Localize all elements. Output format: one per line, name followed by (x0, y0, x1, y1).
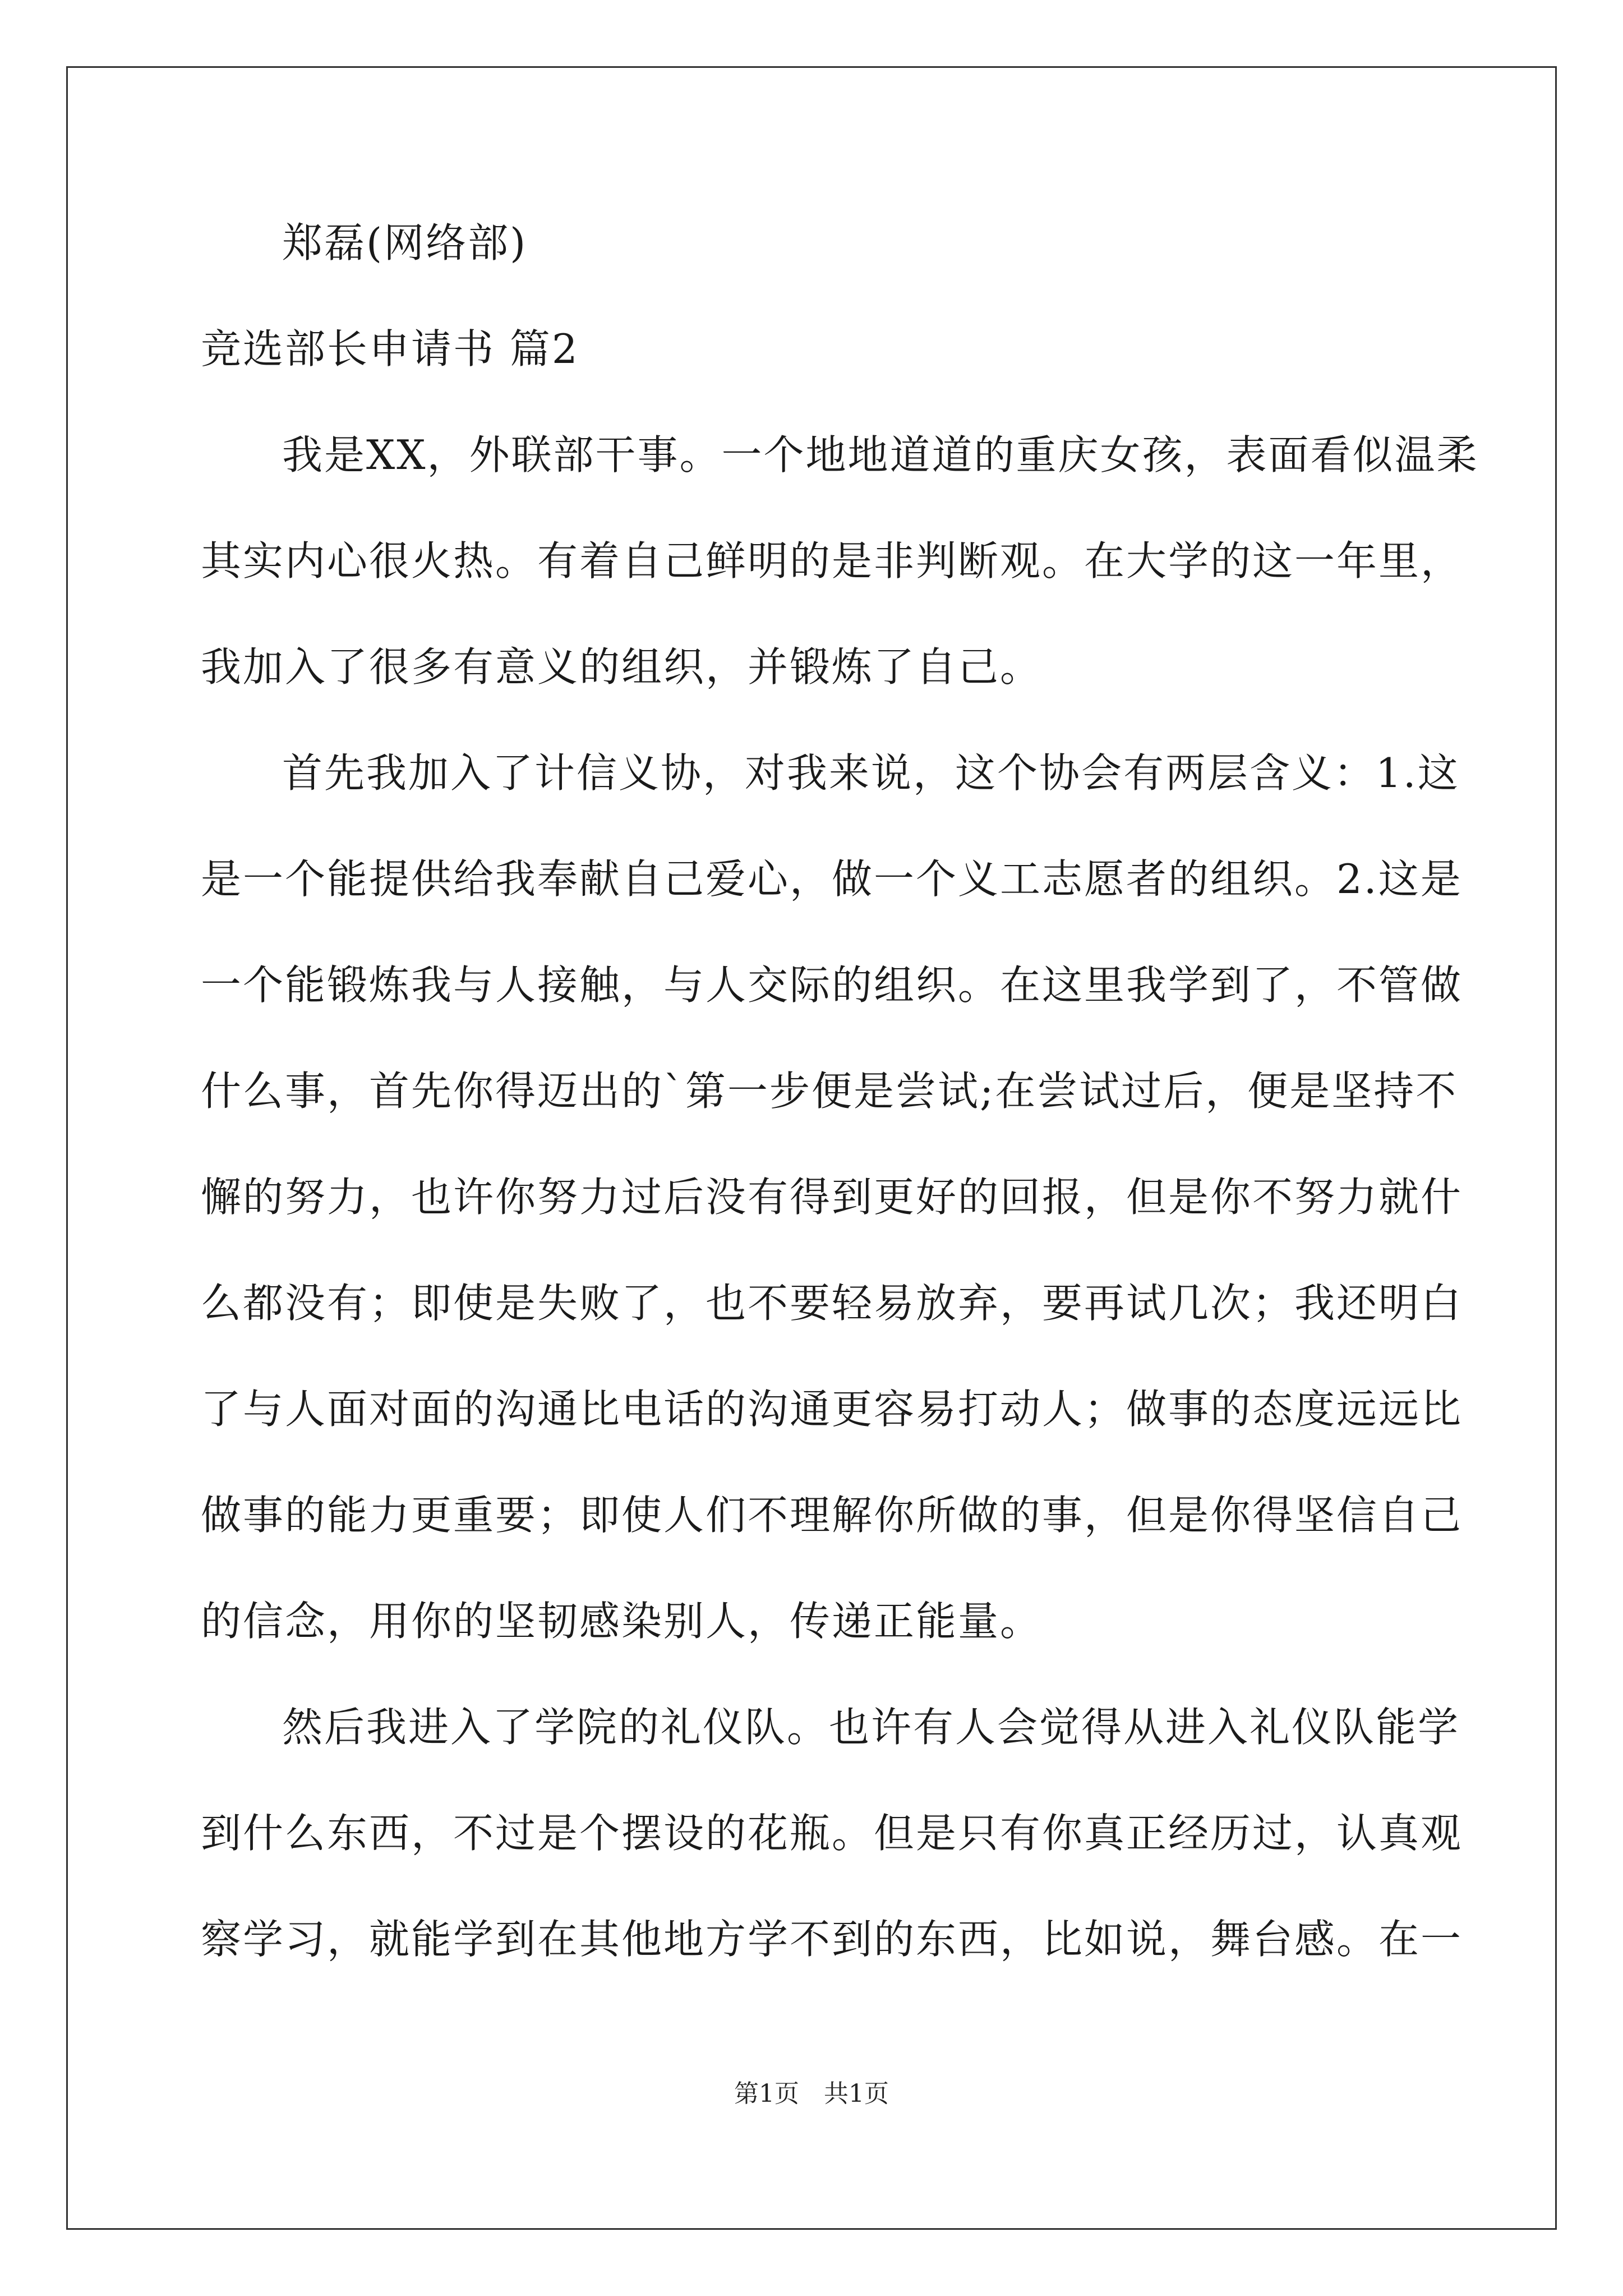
paragraph-line: 察学习，就能学到在其他地方学不到的东西，比如说，舞台感。在一 (201, 1916, 1463, 1963)
paragraph-line: 我是XX，外联部干事。一个地地道道的重庆女孩，表面看似温柔 (282, 431, 1479, 478)
document-body (201, 216, 1479, 1966)
paragraph-line: 了与人面对面的沟通比电话的沟通更容易打动人；做事的态度远远比 (201, 1386, 1463, 1433)
paragraph-line: 我加入了很多有意义的组织，并锻炼了自己。 (201, 643, 1043, 691)
paragraph-3 (201, 1700, 1463, 1966)
paragraph-line: 的信念，用你的坚韧感染别人，传递正能量。 (201, 1598, 1043, 1645)
paragraph-line: 首先我加入了计信义协，对我来说，这个协会有两层含义：1.这 (282, 749, 1460, 797)
paragraph-line: 一个能锻炼我与人接触，与人交际的组织。在这里我学到了，不管做 (201, 961, 1463, 1009)
paragraph-line: 么都没有；即使是失败了，也不要轻易放弃，要再试几次；我还明白 (201, 1280, 1463, 1327)
paragraph-line: 做事的能力更重要；即使人们不理解你所做的事，但是你得坚信自己 (201, 1492, 1463, 1539)
paragraph-line: 到什么东西，不过是个摆设的花瓶。但是只有你真正经历过，认真观 (201, 1810, 1463, 1857)
paragraph-2 (201, 746, 1463, 1648)
paragraph-line: 什么事，首先你得迈出的`第一步便是尝试;在尝试过后，便是坚持不 (201, 1068, 1458, 1115)
paragraph-line: 是一个能提供给我奉献自己爱心，做一个义工志愿者的组织。2.这是 (201, 855, 1463, 903)
paragraph-1 (201, 428, 1479, 694)
page-footer: 第1页 共1页 (734, 2079, 889, 2108)
signature-line: 郑磊(网络部) (282, 219, 528, 266)
paragraph-line: 懈的努力，也许你努力过后没有得到更好的回报，但是你不努力就什 (201, 1174, 1463, 1221)
section-heading: 竞选部长申请书 篇2 (201, 325, 579, 372)
paragraph-line: 然后我进入了学院的礼仪队。也许有人会觉得从进入礼仪队能学 (282, 1704, 1460, 1751)
paragraph-line: 其实内心很火热。有着自己鲜明的是非判断观。在大学的这一年里， (201, 537, 1463, 585)
